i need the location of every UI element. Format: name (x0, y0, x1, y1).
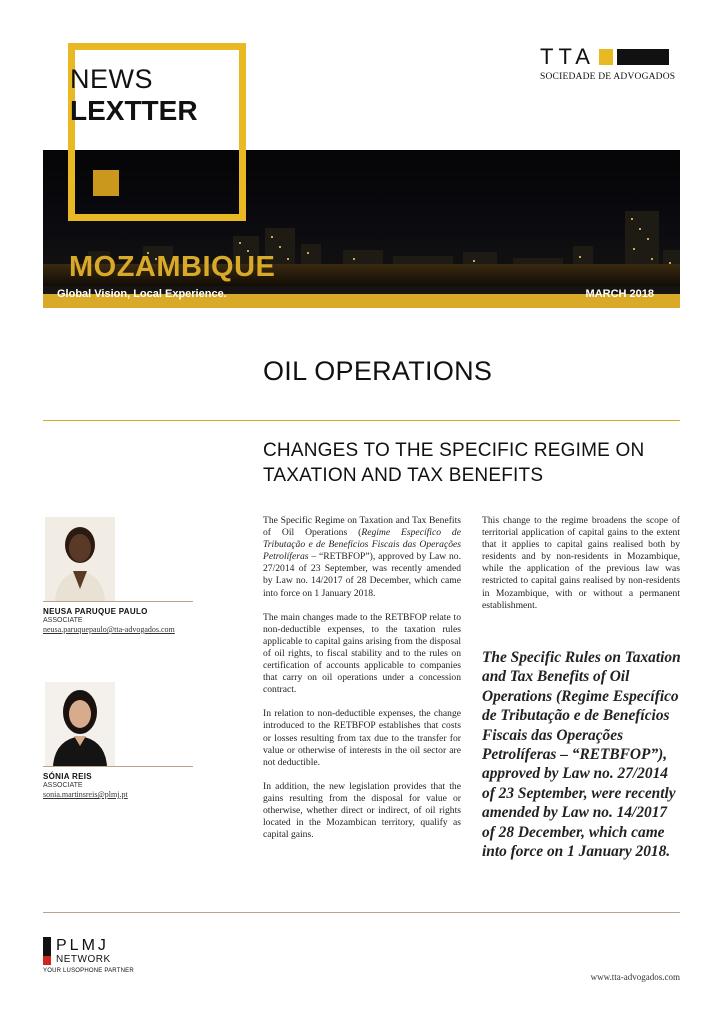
paragraph-italic-text: Regime Específico de Tributação e de Benefícios Fiscais das Operações Petrolíferas (263, 527, 461, 563)
paragraph-text: – “RETBFOP”), approved by Law no. 27/2014 of 23 September, was recently amended by Law no. 14/2017 of 28 December, which came into force on 1 January 2018. (263, 551, 461, 599)
plmj-logo-text: PLMJ (56, 937, 109, 954)
author-card (43, 682, 193, 799)
article-paragraph: In addition, the new legislation provides that the gains resulting from the disposal for value or otherwise, whether direct or indirect, of oil rights located in the Mozambican territory, qualify as capital gains. (263, 780, 461, 841)
author-role: ASSOCIATE (43, 782, 83, 789)
header-gold-square (93, 170, 119, 196)
plmj-partner-text: YOUR LUSOPHONE PARTNER (43, 968, 134, 974)
author-name: NEUSA PARUQUE PAULO (43, 607, 148, 616)
pull-quote: The Specific Rules on Taxation and Tax Benefits of Oil Operations (Regime Específico de Tributação e de Benefícios Fiscais das Operações Petrolíferas – “RETBFOP”), approved by Law no. 27/2014 of 23 September, were recently amended by Law no. 14/2017 of 28 December, which came into force on 1 January 2018. (482, 649, 681, 861)
tta-logo-black-block (617, 49, 669, 65)
article-column-1 (263, 515, 461, 853)
author-email-link[interactable]: neusa.paruquepaulo@tta-advogados.com (43, 625, 175, 634)
author-name: SÓNIA REIS (43, 772, 92, 781)
author-card (43, 517, 193, 634)
author-divider (43, 601, 193, 602)
section-title: OIL OPERATIONS (263, 356, 493, 386)
article-paragraph: This change to the regime broadens the scope of territorial application of capital gains to the extent that it applies to capital gains realised both by residents and by non-residents in Mozambique, while the application of the previous law was restricted to capital gains realised by non-residents in Mozambique, with or without a permanent establishment. (482, 515, 680, 611)
author-photo (45, 517, 115, 601)
website-link[interactable]: www.tta-advogados.com (590, 972, 680, 982)
issue-date: MARCH 2018 (585, 288, 654, 300)
tta-logo-subtitle: SOCIEDADE DE ADVOGADOS (540, 72, 676, 82)
article-paragraph: In relation to non-deductible expenses, the change introduced to the RETBFOP establishes that costs or losses resulting from tax due to the transfer for value or otherwise of interests in the oil sector are not deductible. (263, 708, 461, 768)
article-paragraph: The main changes made to the RETBFOP relate to non-deductible expenses, to the taxation rules applicable to capital gains arising from the disposal of oil rights, to fiscal stability and to the rules on certification of accounts applicable to companies that carry on oil operations under a concession contract. (263, 611, 461, 696)
plmj-logo (43, 937, 134, 974)
tta-logo-text: TTA (540, 44, 595, 69)
newsletter-title-line2: LEXTTER (70, 95, 198, 126)
plmj-network-text: NETWORK (56, 954, 111, 965)
footer-divider (43, 912, 680, 913)
article-paragraph (263, 515, 461, 600)
author-divider (43, 766, 193, 767)
tta-logo-gold-block (599, 49, 613, 65)
article-column-2 (482, 515, 680, 624)
banner-tagline: Global Vision, Local Experience. (57, 288, 227, 300)
author-email-link[interactable]: sonia.martinsreis@plmj.pt (43, 790, 128, 799)
author-photo (45, 682, 115, 766)
newsletter-title-line1: NEWS (70, 64, 153, 94)
country-title: MOZAMBIQUE (69, 251, 276, 283)
article-headline: CHANGES TO THE SPECIFIC REGIME ON TAXATION AND TAX BENEFITS (263, 440, 645, 486)
author-role: ASSOCIATE (43, 617, 83, 624)
paragraph-text: The Specific Regime on Taxation and Tax Benefits of Oil Operations ( (263, 515, 461, 539)
plmj-logo-bar (43, 937, 51, 965)
newsletter-title (70, 66, 198, 125)
section-divider (43, 420, 680, 421)
tta-logo (540, 44, 680, 82)
